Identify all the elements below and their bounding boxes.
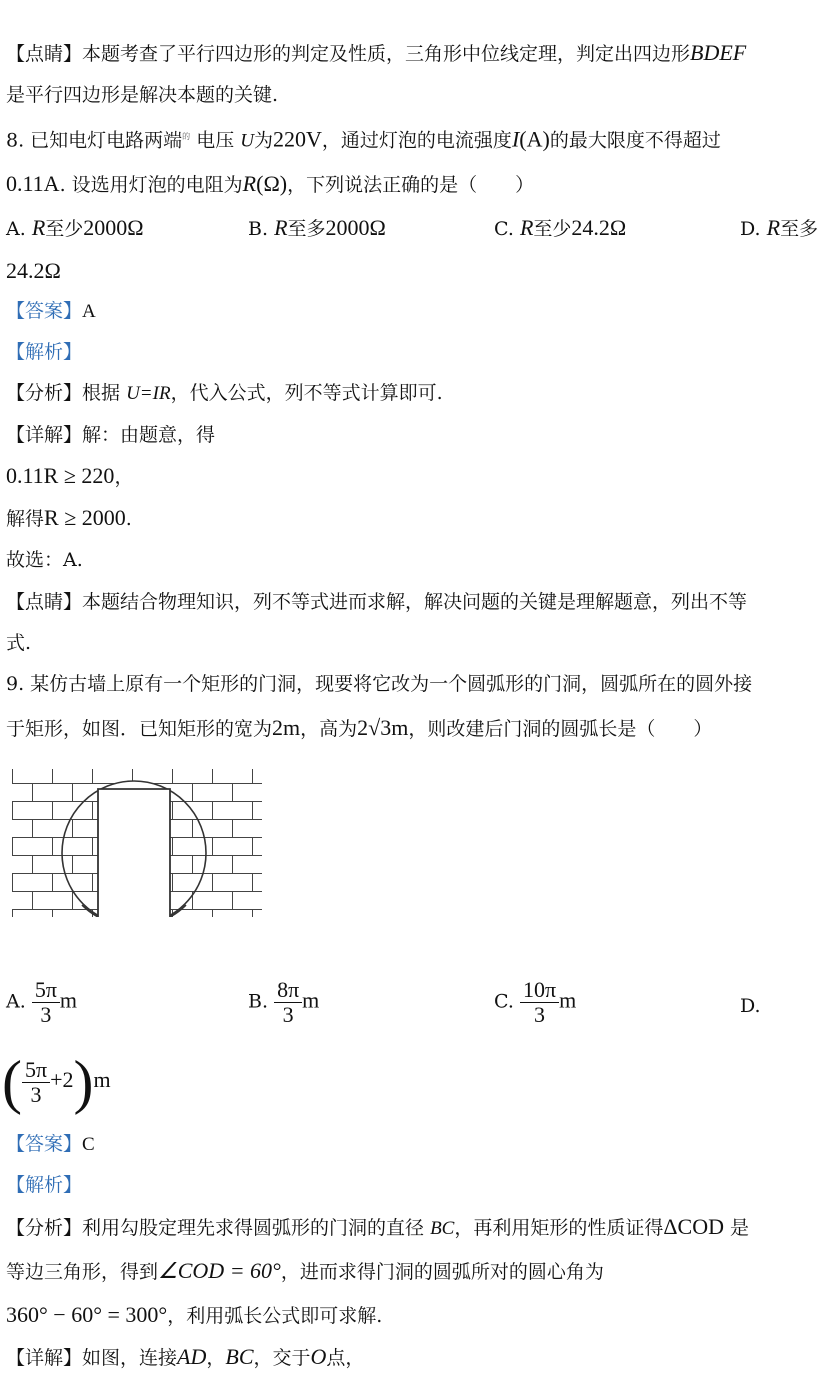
answer-value: C <box>82 1134 95 1155</box>
q8-option-a <box>6 215 144 242</box>
text: 点， <box>326 1347 365 1369</box>
text: 解：由题意，得 <box>82 424 216 446</box>
xiangjie-tag: 【详解】 <box>6 424 83 446</box>
fenxi-tag: 【分析】 <box>6 1217 83 1239</box>
var-r: R <box>274 215 288 240</box>
option-text: 至多 <box>287 218 326 240</box>
var-r: R <box>519 215 534 240</box>
option-label: C. <box>494 990 514 1013</box>
unit-a: (A) <box>519 126 550 152</box>
text: 故选：A. <box>6 549 83 571</box>
option-text: 至少 <box>45 218 84 240</box>
q8-dianjing-line2 <box>6 630 31 656</box>
option-label: D. <box>740 218 761 240</box>
text: ，通过灯泡的电流强度 <box>321 129 512 152</box>
q9-analysis <box>6 1172 82 1198</box>
unit: m <box>559 987 577 1013</box>
var-r: R <box>242 171 257 196</box>
text: 的最大限度不得超过 <box>549 129 721 152</box>
q8-fenxi <box>6 380 443 407</box>
var-r: R <box>766 215 781 240</box>
triangle-cod: ΔCOD <box>663 1214 724 1239</box>
text: 电压 <box>196 129 235 152</box>
brick-wall-figure <box>12 765 264 921</box>
q8-option-b <box>248 215 386 242</box>
dianjing-tag: 【点睛】 <box>6 591 83 613</box>
unit: m <box>93 1067 111 1092</box>
answer-tag: 【答案】 <box>6 300 83 322</box>
text: 式. <box>6 632 32 654</box>
var-i: I <box>511 126 520 152</box>
option-label: B. <box>248 218 269 240</box>
fraction <box>22 1058 50 1107</box>
option-value: 24.2Ω <box>571 215 627 240</box>
option-label: B. <box>248 990 269 1013</box>
q9-option-c <box>494 978 576 1027</box>
q8-option-c <box>494 215 626 242</box>
left-paren: ( <box>2 1049 22 1115</box>
var-r: R <box>31 215 46 240</box>
text: ， <box>114 466 134 488</box>
fraction <box>520 978 559 1027</box>
analysis-tag: 【解析】 <box>6 341 83 363</box>
text: ， <box>206 1347 226 1369</box>
plus-two: +2 <box>50 1067 74 1092</box>
text: . <box>125 508 132 530</box>
q8-inequality <box>6 463 133 490</box>
text: 利用勾股定理先求得圆弧形的门洞的直径 <box>82 1217 425 1239</box>
text: 8. 已知电灯电路两端 <box>6 129 183 152</box>
current-value: 0.11A <box>6 171 60 196</box>
option-value: 24.2Ω <box>6 258 61 283</box>
fenxi-tag: 【分析】 <box>6 382 83 404</box>
fraction <box>274 978 302 1027</box>
q8-stem-line2 <box>6 171 534 198</box>
q9-fenxi-line2 <box>6 1258 604 1285</box>
unit-ohm: (Ω) <box>256 171 288 196</box>
prev-dianjing-line2 <box>6 82 278 108</box>
q9-option-a <box>6 978 77 1027</box>
q8-analysis <box>6 339 82 365</box>
text: 9. 某仿古墙上原有一个矩形的门洞，现要将它改为一个圆弧形的门洞，圆弧所在的圆外接 <box>6 673 753 695</box>
option-value: 2000Ω <box>325 215 386 240</box>
unit: m <box>302 987 320 1013</box>
text: 等边三角形，得到 <box>6 1261 159 1283</box>
q9-stem-line2 <box>6 715 712 742</box>
numerator: 8π <box>274 978 302 1003</box>
q9-answer <box>6 1131 95 1158</box>
var-bdef: BDEF <box>690 40 747 65</box>
option-text: 至少 <box>533 218 572 240</box>
brick-wall-svg <box>12 765 264 917</box>
q8-stem-line1: 8. 已知电灯电路两端$^的$ 电压 U为220V，通过灯泡的电流强度I(A)的最大限度不得超过 <box>6 126 721 152</box>
q9-fenxi-line3 <box>6 1302 382 1329</box>
option-label: D. <box>740 995 761 1017</box>
dianjing-tag: 【点睛】 <box>6 43 83 65</box>
answer-tag: 【答案】 <box>6 1133 83 1155</box>
prev-dianjing-line <box>6 40 746 67</box>
central-angle: 360° − 60° = 300° <box>6 1302 168 1327</box>
formula: U=IR <box>126 383 171 404</box>
text: 是 <box>730 1217 750 1239</box>
q9-option-b <box>248 978 319 1027</box>
q8-xiangjie <box>6 422 215 448</box>
text: 是平行四边形是解决本题的关键. <box>6 84 279 106</box>
text: ，再利用矩形的性质证得 <box>454 1217 664 1239</box>
text: 本题结合物理知识，列不等式进而求解，解决问题的关键是理解题意，列出不等 <box>82 591 748 613</box>
right-paren: ) <box>73 1049 94 1115</box>
text: 本题考查了平行四边形的判定及性质，三角形中位线定理，判定出四边形 <box>82 43 691 65</box>
width-value: 2m <box>272 715 301 740</box>
angle-cod: ∠COD = 60° <box>158 1258 281 1283</box>
q9-option-d <box>740 993 761 1019</box>
text: 如图，连接 <box>82 1347 178 1369</box>
var-u: U <box>240 130 255 152</box>
voltage-value: 220V <box>273 126 322 152</box>
q9-xiangjie <box>6 1344 364 1371</box>
var-bc: BC <box>225 1344 254 1369</box>
denominator: 3 <box>40 1002 52 1027</box>
solution: R ≥ 2000 <box>44 505 126 530</box>
text: 于矩形，如图．已知矩形的宽为 <box>6 718 273 740</box>
fraction <box>32 978 60 1027</box>
numerator: 5π <box>32 978 60 1003</box>
numerator: 5π <box>22 1058 50 1083</box>
var-ad: AD <box>177 1344 207 1369</box>
text: 为 <box>254 129 274 152</box>
text: ，代入公式，列不等式计算即可. <box>170 382 443 404</box>
text: 根据 <box>82 382 121 404</box>
text: ，则改建后门洞的圆弧长是（ ） <box>408 718 713 740</box>
text: . 设选用灯泡的电阻为 <box>59 174 243 196</box>
q9-fenxi-line1 <box>6 1214 749 1242</box>
q8-choose <box>6 547 83 573</box>
text: ，交于 <box>253 1347 311 1369</box>
denominator: 3 <box>534 1002 545 1027</box>
q8-solve <box>6 505 132 532</box>
option-label: C. <box>494 218 514 240</box>
denominator: 3 <box>30 1081 42 1107</box>
answer-value: A <box>82 301 96 322</box>
var-o: O <box>310 1344 327 1369</box>
numerator: 10π <box>520 978 559 1003</box>
q8-option-d <box>740 215 818 242</box>
option-text: 至多 <box>780 218 819 240</box>
denominator: 3 <box>282 1002 294 1027</box>
text: ，下列说法正确的是（ ） <box>287 174 535 196</box>
text: ，利用弧长公式即可求解. <box>167 1305 383 1327</box>
option-label: A. <box>6 218 26 240</box>
q8-dianjing <box>6 589 747 615</box>
q8-option-d-value <box>6 258 61 285</box>
option-label: A. <box>6 990 26 1013</box>
q8-answer <box>6 298 96 325</box>
height-value: 2√3m <box>357 715 409 740</box>
unit: m <box>59 987 78 1013</box>
option-value: 2000Ω <box>83 215 144 240</box>
xiangjie-tag: 【详解】 <box>6 1347 83 1369</box>
q9-option-d-value <box>2 1049 111 1115</box>
inequality: 0.11R ≥ 220 <box>6 463 115 488</box>
analysis-tag: 【解析】 <box>6 1174 83 1196</box>
text: ，高为 <box>300 718 358 740</box>
text: 解得 <box>6 508 45 530</box>
q9-stem-line1 <box>6 671 752 697</box>
var-bc: BC <box>430 1218 455 1239</box>
text: ，进而求得门洞的圆弧所对的圆心角为 <box>280 1261 604 1283</box>
